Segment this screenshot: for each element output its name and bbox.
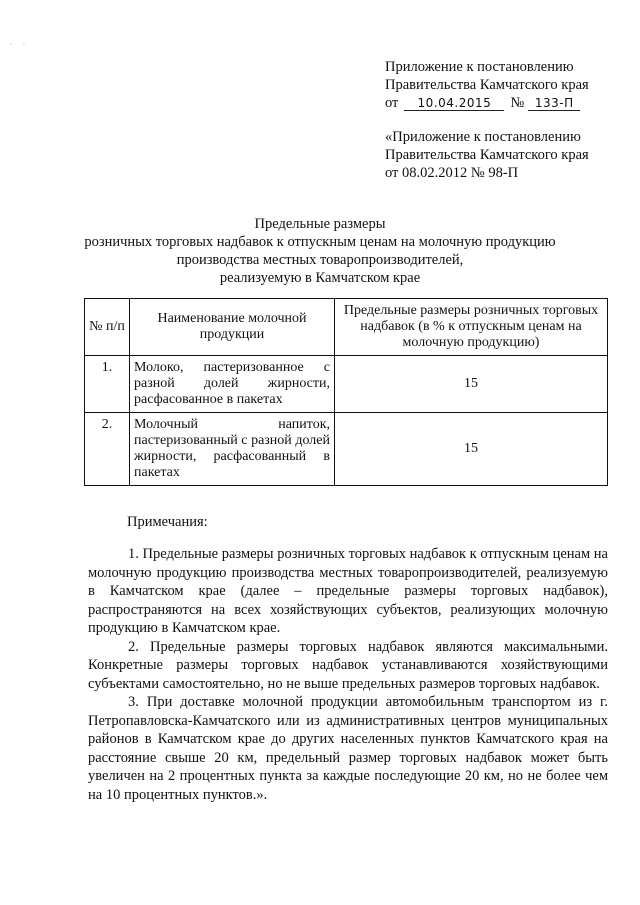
title-line: реализуемую в Камчатском крае	[219, 270, 421, 286]
appendix-date-line	[385, 94, 589, 112]
appendix-line: Приложение к постановлению	[385, 59, 574, 75]
markup-table	[84, 298, 608, 486]
appendix-line: Правительства Камчатского края	[385, 77, 589, 93]
appendix-original-header	[385, 128, 589, 182]
header-value: Предельные размеры розничных торговых надбавок (в % к отпускным ценам на молочную продукцию)	[335, 299, 608, 356]
row-num: 2.	[85, 413, 130, 486]
note-item: 2. Предельные размеры торговых надбавок являются максимальными. Конкретные размеры торговых надбавок устанавливаются хозяйствующими субъектами самостоятельно, но не выше предельных размеров торговых надбавок.	[88, 638, 608, 692]
document-title	[60, 215, 580, 287]
handwritten-date: 10.04.2015	[404, 96, 504, 111]
row-name: Молоко, пастеризованное с разной долей жирности, расфасованное в пакетах	[130, 356, 335, 413]
notes-body	[88, 545, 608, 804]
date-prefix: от	[385, 95, 399, 111]
appendix-line: от 08.02.2012 № 98-П	[385, 165, 519, 181]
title-line: розничных торговых надбавок к отпускным ценам на молочную продукцию	[84, 234, 556, 250]
number-prefix: №	[510, 95, 525, 111]
scan-marks: · ·	[10, 40, 30, 49]
table-header-row	[85, 299, 608, 356]
title-line: производства местных товаропроизводителей,	[176, 252, 464, 268]
note-item: 1. Предельные размеры розничных торговых надбавок к отпускным ценам на молочную продукцию производства местных товаропроизводителей, реализуемую в Камчатском крае (далее – предельные размеры торговых надбавок), распространяются на всех хозяйствующих субъектов, реализующих молочную продукцию в Камчатском крае.	[88, 546, 608, 636]
appendix-current-header	[385, 58, 589, 112]
table-row	[85, 356, 608, 413]
header-name: Наименование молочной продукции	[130, 299, 335, 356]
note-item: 3. При доставке молочной продукции автомобильным транспортом из г. Петропавловска-Камчатского или из административных центров муниципальных районов в Камчатском крае до других населенных пунктов Камчатского края на расстояние свыше 20 км, предельный размер торговых надбавок может быть увеличен на 2 процентных пункта за каждые последующие 20 км, но не более чем на 10 процентных пунктов.».	[88, 694, 608, 803]
table-row	[85, 413, 608, 486]
row-value: 15	[335, 356, 608, 413]
appendix-line: «Приложение к постановлению	[385, 129, 581, 145]
row-value: 15	[335, 413, 608, 486]
title-line: Предельные размеры	[254, 216, 386, 232]
row-name: Молочный напиток, пастеризованный с разной долей жирности, расфасованный в пакетах	[130, 413, 335, 486]
header-num: № п/п	[85, 299, 130, 356]
notes-title: Примечания:	[127, 514, 208, 530]
handwritten-number: 133-П	[528, 96, 580, 111]
row-num: 1.	[85, 356, 130, 413]
appendix-line: Правительства Камчатского края	[385, 147, 589, 163]
